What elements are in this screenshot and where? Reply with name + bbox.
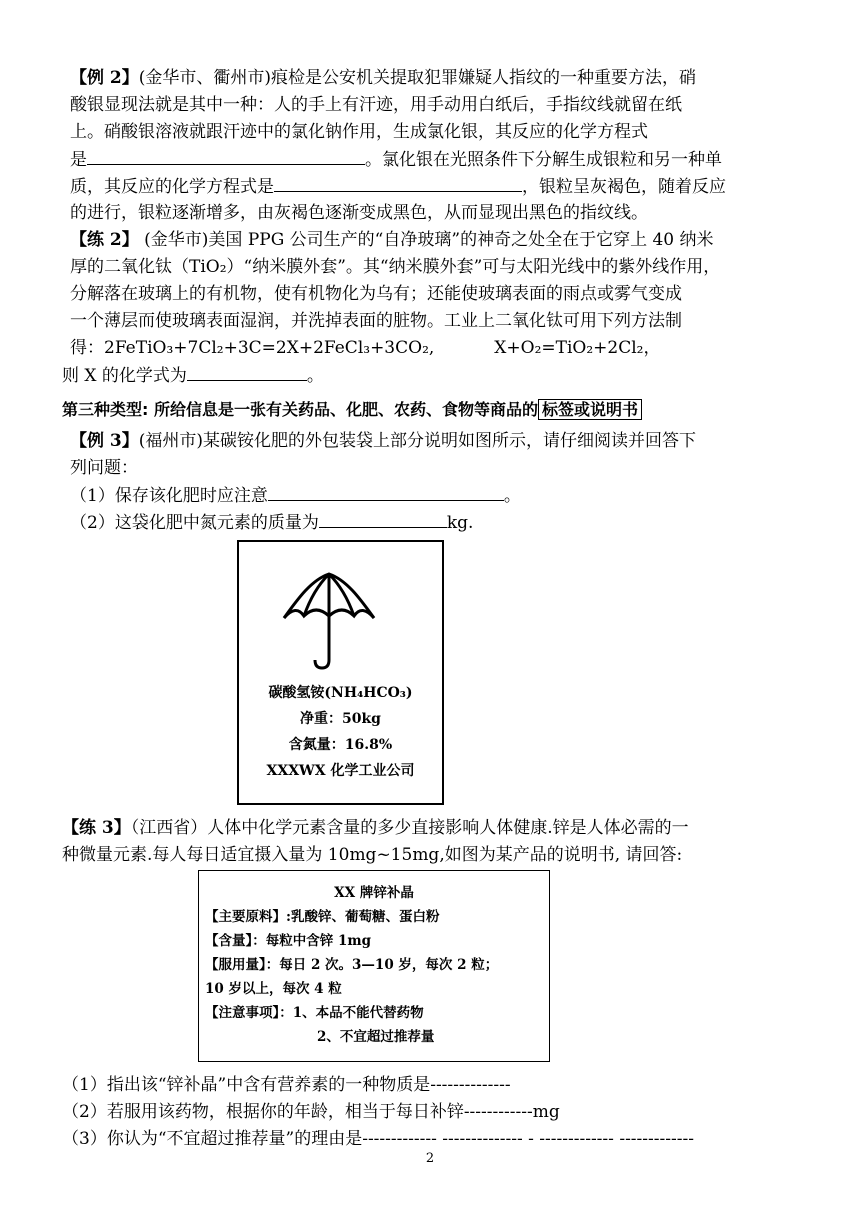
ex2-line5 <box>70 173 790 200</box>
pr2-line2: 厚的二氧化钛（TiO₂）“纳米膜外套”。其“纳米膜外套”可与太阳光线中的紫外线作用， <box>70 257 721 277</box>
fertilizer-name: 碳酸氢铵(NH₄HCO₃) <box>268 685 413 701</box>
ex3-tag: 【例 3】 <box>70 431 139 451</box>
ex2-line3: 上。硝酸银溶液就跟汗迹中的氯化钠作用，生成氯化银，其反应的化学方程式 <box>70 122 648 142</box>
ex2-line1 <box>70 65 790 91</box>
ex3-line2: 列问题： <box>70 458 138 478</box>
answer-blank-2[interactable] <box>274 173 522 192</box>
pr2-text6a: 则 X 的化学式为 <box>62 366 187 386</box>
ex2-text1: (金华市、衢州市)痕检是公安机关提取犯罪嫌疑人指纹的一种重要方法，硝 <box>138 68 697 88</box>
pr2-text1: (金华市)美国 PPG 公司生产的“自净玻璃”的神奇之处全在于它穿上 40 纳米 <box>138 230 714 250</box>
ex3-q1-end: 。 <box>503 486 521 506</box>
pr2-equation2: X+O₂=TiO₂+2Cl₂， <box>494 338 661 358</box>
fertilizer-company: XXXWX 化学工业公司 <box>266 763 415 779</box>
fertilizer-weight: 净重：50kg <box>300 711 381 727</box>
zinc-ingredients: 【主要原料】:乳酸锌、葡萄糖、蛋白粉 <box>205 909 440 925</box>
ex2-text4b: 。氯化银在光照条件下分解生成银粒和另一种单 <box>365 150 722 170</box>
pr3-text1: （江西省）人体中化学元素含量的多少直接影响人体健康.锌是人体必需的一 <box>130 818 689 838</box>
umbrella-icon <box>279 560 379 672</box>
answer-blank-4[interactable] <box>268 482 504 501</box>
pr2-line3: 分解落在玻璃上的有机物，使有机物化为乌有；还能使玻璃表面的雨点或雾气变成 <box>70 284 682 304</box>
page-number: 2 <box>425 1151 435 1166</box>
ex2-text4a: 是 <box>70 150 87 170</box>
question-2: （2）若服用该药物，根据你的年龄，相当于每日补锌------------mg <box>62 1102 560 1122</box>
answer-blank-3[interactable] <box>187 362 307 381</box>
ex3-text1: (福州市)某碳铵化肥的外包装袋上部分说明如图所示，请仔细阅读并回答下 <box>138 431 697 451</box>
ex2-line6: 的进行，银粒逐渐增多，由灰褐色逐渐变成黑色，从而显现出黑色的指纹线。 <box>70 203 648 223</box>
pr3-tag: 【练 3】 <box>62 818 131 838</box>
pr2-line4: 一个薄层而使玻璃表面湿润，并洗掉表面的脏物。工业上二氧化钛可用下列方法制 <box>70 311 682 331</box>
pr2-equation1: 得：2FeTiO₃+7Cl₂+3C=2X+2FeCl₃+3CO₂, <box>70 338 435 358</box>
pr3-line1 <box>62 815 782 841</box>
zinc-dosage: 【服用量】：每日 2 次。3—10 岁，每次 2 粒； <box>205 957 499 973</box>
ex3-q2-unit: kg. <box>446 513 474 533</box>
zinc-title: XX 牌锌补晶 <box>334 885 414 901</box>
type3-text: 第三种类型: 所给信息是一张有关药品、化肥、农药、食物等商品的 <box>62 400 538 419</box>
zinc-dosage-adult: 10 岁以上，每次 4 粒 <box>205 981 342 997</box>
ex3-line1 <box>70 428 790 454</box>
zinc-product-label <box>198 870 550 1062</box>
fertilizer-label <box>237 540 444 805</box>
ex3-q2-text: （2）这袋化肥中氮元素的质量为 <box>70 513 319 533</box>
pr2-text6b: 。 <box>306 366 324 386</box>
type3-boxed-label: 标签或说明书 <box>538 399 642 420</box>
fertilizer-nitrogen: 含氮量：16.8% <box>288 737 393 753</box>
ex2-text5b: ，银粒呈灰褐色，随着反应 <box>522 177 726 197</box>
zinc-notes-2: 2、不宜超过推荐量 <box>317 1029 435 1045</box>
question-3: （3）你认为“不宜超过推荐量”的理由是------------- -------------- - ------------- ------------- <box>62 1129 694 1149</box>
pr3-line2: 种微量元素.每人每日适宜摄入量为 10mg~15mg,如图为某产品的说明书, 请回答: <box>62 845 683 865</box>
answer-blank-1[interactable] <box>87 146 365 165</box>
pr2-tag: 【练 2】 <box>70 230 139 250</box>
question-1: （1）指出该“锌补晶”中含有营养素的一种物质是-------------- <box>62 1075 511 1095</box>
answer-blank-5[interactable] <box>319 509 447 528</box>
zinc-notes: 【注意事项】：1、本品不能代替药物 <box>205 1005 424 1021</box>
ex2-text5a: 质，其反应的化学方程式是 <box>70 177 274 197</box>
ex2-line4 <box>70 146 790 173</box>
ex3-q1 <box>70 482 790 509</box>
pr2-line5 <box>70 335 790 361</box>
pr2-line6 <box>62 362 782 389</box>
zinc-content: 【含量】：每粒中含锌 1mg <box>205 933 372 949</box>
pr2-line1 <box>70 227 790 253</box>
ex2-tag: 【例 2】 <box>70 68 139 88</box>
ex2-line2: 酸银显现法就是其中一种：人的手上有汗迹，用手动用白纸后，手指纹线就留在纸 <box>70 95 682 115</box>
ex3-q2 <box>70 509 790 536</box>
type3-heading <box>62 395 782 425</box>
ex3-q1-text: （1）保存该化肥时应注意 <box>70 486 268 506</box>
